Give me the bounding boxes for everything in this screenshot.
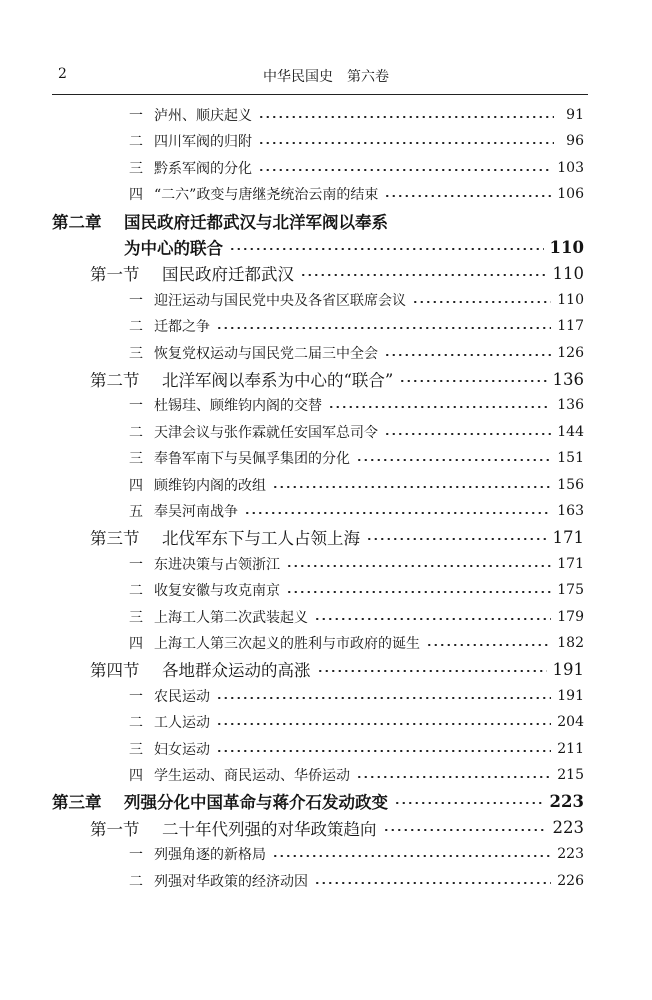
- toc-entry-title: 北伐军东下与工人占领上海: [162, 529, 360, 549]
- toc-entry-sub: [118, 419, 584, 445]
- toc-entry-title: 奉鲁军南下与吴佩孚集团的分化: [154, 451, 350, 468]
- toc-entry-number: 一: [129, 556, 143, 573]
- toc-entry-page: 156: [557, 476, 584, 493]
- toc-entry-title: 杜锡珪、顾维钧内阁的交替: [154, 398, 322, 415]
- toc-entry-title: 列强角逐的新格局: [154, 847, 266, 864]
- toc-entry-title: 学生运动、商民运动、华侨运动: [154, 768, 350, 784]
- toc-entry-page: 151: [557, 450, 584, 467]
- toc-entry-number: 第四节: [90, 661, 140, 681]
- toc-entry-sub: [118, 709, 584, 735]
- dot-leader: [317, 670, 547, 672]
- toc-entry-title: 列强分化中国革命与蒋介石发动政变: [124, 793, 388, 813]
- toc-entry-section: [90, 656, 584, 682]
- toc-entry-sub: [118, 762, 584, 788]
- toc-entry-number: 一: [129, 398, 143, 415]
- toc-entry-title: 上海工人第二次武装起义: [154, 609, 308, 626]
- toc-entry-number: 第三节: [90, 529, 140, 549]
- dot-leader: [412, 301, 551, 303]
- toc-entry-sub: [118, 181, 584, 207]
- toc-entry-page: 117: [557, 318, 584, 335]
- dot-leader: [216, 750, 551, 752]
- dot-leader: [229, 248, 544, 250]
- dot-leader: [216, 723, 551, 725]
- toc-entry-page: 175: [557, 582, 584, 599]
- toc-entry-title: 妇女运动: [154, 741, 210, 758]
- dot-leader: [258, 169, 551, 171]
- toc-entry-title: “二六”政变与唐继尧统治云南的结束: [154, 187, 379, 204]
- dot-leader: [286, 565, 551, 567]
- toc-entry-title: 北洋军阀以奉系为中心的“联合”: [162, 371, 394, 390]
- toc-entry-title: 为中心的联合: [124, 239, 223, 258]
- toc-entry-page: 204: [557, 714, 584, 731]
- toc-entry-number: 三: [129, 160, 143, 177]
- toc-entry-page: 110: [557, 291, 584, 308]
- dot-leader: [394, 802, 544, 804]
- toc-entry-title: 奉吴河南战争: [154, 504, 238, 520]
- toc-entry-sub: [118, 841, 584, 867]
- toc-entry-number: 四: [129, 636, 143, 652]
- toc-entry-page: 223: [557, 846, 584, 863]
- toc-entry-page: 136: [552, 369, 584, 389]
- toc-entry-title: 工人运动: [154, 715, 210, 732]
- dot-leader: [272, 486, 551, 488]
- toc-entry-page: 96: [566, 133, 584, 150]
- dot-leader: [328, 406, 551, 408]
- toc-entry-title: 国民政府迁都武汉与北洋军阀以奉系: [124, 212, 388, 232]
- toc-entry-number: 第二章: [52, 212, 102, 232]
- toc-entry-number: 三: [129, 451, 143, 468]
- toc-entry-section: [90, 366, 584, 392]
- toc-entry-number: 第一节: [90, 819, 140, 839]
- dot-leader: [383, 829, 547, 831]
- dot-leader: [356, 776, 551, 778]
- toc-entry-sub: [118, 392, 584, 418]
- toc-entry-sub: [118, 287, 584, 313]
- toc-entry-sub: [118, 313, 584, 339]
- toc-entry-page: 215: [557, 767, 584, 783]
- toc-entry-number: 三: [129, 741, 143, 758]
- toc-entry-sub: [118, 683, 584, 709]
- toc-entry-sub: [118, 445, 584, 471]
- toc-entry-number: 二: [129, 134, 143, 151]
- toc-entry-number: 一: [129, 847, 143, 864]
- toc-entry-number: 四: [129, 187, 143, 204]
- toc-entry-page: 136: [557, 397, 584, 414]
- page-number: 2: [58, 66, 67, 82]
- toc-entry-number: 二: [129, 319, 143, 336]
- toc-entry-title: 收复安徽与攻克南京: [154, 583, 280, 600]
- dot-leader: [314, 882, 551, 884]
- toc-entry-sub: [118, 604, 584, 630]
- toc-entry-title: 天津会议与张作霖就任安国军总司令: [154, 424, 378, 441]
- toc-entry-sub: [118, 498, 584, 524]
- toc-entry-title: 泸州、顺庆起义: [154, 108, 252, 124]
- dot-leader: [244, 512, 551, 514]
- dot-leader: [272, 855, 551, 857]
- dot-leader: [384, 195, 551, 197]
- toc-entry-page: 179: [557, 608, 584, 625]
- toc-entry-title: 上海工人第三次起义的胜利与市政府的诞生: [154, 636, 420, 652]
- toc-entry-title: 迁都之争: [154, 319, 210, 336]
- toc-entry-page: 191: [557, 687, 584, 704]
- toc-entry-page: 110: [549, 237, 584, 257]
- toc-entry-page: 106: [557, 186, 584, 203]
- toc-entry-page: 103: [557, 159, 584, 176]
- toc-entry-sub: [118, 340, 584, 366]
- toc-entry-number: 三: [129, 345, 143, 362]
- toc-entry-chapter: [52, 788, 584, 814]
- toc-entry-title: 国民政府迁都武汉: [162, 265, 294, 285]
- dot-leader: [384, 433, 551, 435]
- toc-entry-section: [90, 524, 584, 550]
- toc-entry-number: 第三章: [52, 793, 102, 813]
- dot-leader: [366, 538, 547, 540]
- toc-entry-page: 144: [557, 423, 584, 440]
- dot-leader: [258, 142, 554, 144]
- toc-entry-sub: [118, 472, 584, 498]
- toc-entry-number: 四: [129, 477, 143, 494]
- running-title: 中华民国史 第六卷: [263, 69, 389, 85]
- toc-entry-number: 三: [129, 609, 143, 626]
- toc-entry-section: [90, 815, 584, 841]
- toc-entry-page: 211: [557, 740, 584, 757]
- toc-entry-sub: [118, 868, 584, 894]
- toc-entry-page: 110: [552, 263, 584, 283]
- toc-entry-title: 东进决策与占领浙江: [154, 556, 280, 573]
- toc-entry-number: 一: [129, 108, 143, 124]
- toc-entry-title: 黔系军阀的分化: [154, 160, 252, 177]
- toc-entry-number: 五: [129, 504, 143, 520]
- toc-entry-number: 二: [129, 873, 143, 890]
- toc-entry-number: 二: [129, 424, 143, 441]
- toc-entry-title: 各地群众运动的高涨: [162, 661, 311, 681]
- toc-entry-page: 191: [552, 659, 584, 679]
- toc-entry-title: 恢复党权运动与国民党二届三中全会: [154, 345, 378, 362]
- toc-entry-number: 一: [129, 292, 143, 309]
- toc-entry-title: 列强对华政策的经济动因: [154, 873, 308, 890]
- toc-entry-title: 四川军阀的归附: [154, 134, 252, 151]
- toc-entry-sub: [118, 577, 584, 603]
- toc-entry-sub: [118, 155, 584, 181]
- dot-leader: [426, 644, 551, 646]
- toc-entry-number: 第一节: [90, 265, 140, 285]
- toc-entry-title: 迎汪运动与国民党中央及各省区联席会议: [154, 292, 406, 309]
- dot-leader: [286, 591, 551, 593]
- dot-leader: [300, 274, 547, 276]
- toc-entry-sub: [118, 736, 584, 762]
- toc-entry-page: 171: [552, 527, 584, 547]
- toc-entry-number: 二: [129, 583, 143, 600]
- toc-entry-title: 二十年代列强的对华政策趋向: [162, 819, 377, 839]
- toc-entry-page: 226: [557, 872, 584, 889]
- dot-leader: [216, 327, 551, 329]
- toc-entry-number: 四: [129, 768, 143, 784]
- toc-entry-page: 91: [566, 107, 584, 123]
- toc-entry-title: 农民运动: [154, 688, 210, 705]
- toc-entry-page: 223: [552, 818, 584, 838]
- toc-entry-chapter: [52, 208, 584, 234]
- toc-entry-number: 第二节: [90, 371, 140, 390]
- dot-leader: [314, 618, 551, 620]
- toc-entry-title: 顾维钧内阁的改组: [154, 477, 266, 494]
- dot-leader: [384, 354, 551, 356]
- dot-leader: [258, 116, 554, 118]
- toc-entry-sub: [118, 551, 584, 577]
- toc-entry-number: 二: [129, 715, 143, 732]
- toc-entry-page: 182: [557, 635, 584, 651]
- toc-entry-number: 一: [129, 688, 143, 705]
- toc-entry-page: 223: [549, 791, 584, 811]
- toc-entry-sub: [118, 630, 584, 656]
- dot-leader: [399, 380, 546, 382]
- toc-entry-sub: [118, 102, 584, 128]
- dot-leader: [216, 697, 551, 699]
- toc-entry-page: 171: [557, 555, 584, 572]
- dot-leader: [356, 459, 551, 461]
- toc-entry-page: 126: [557, 344, 584, 361]
- toc-entry-chapter-cont: [124, 234, 584, 260]
- toc-entry-section: [90, 260, 584, 286]
- toc-entry-sub: [118, 128, 584, 154]
- toc-entry-page: 163: [557, 503, 584, 519]
